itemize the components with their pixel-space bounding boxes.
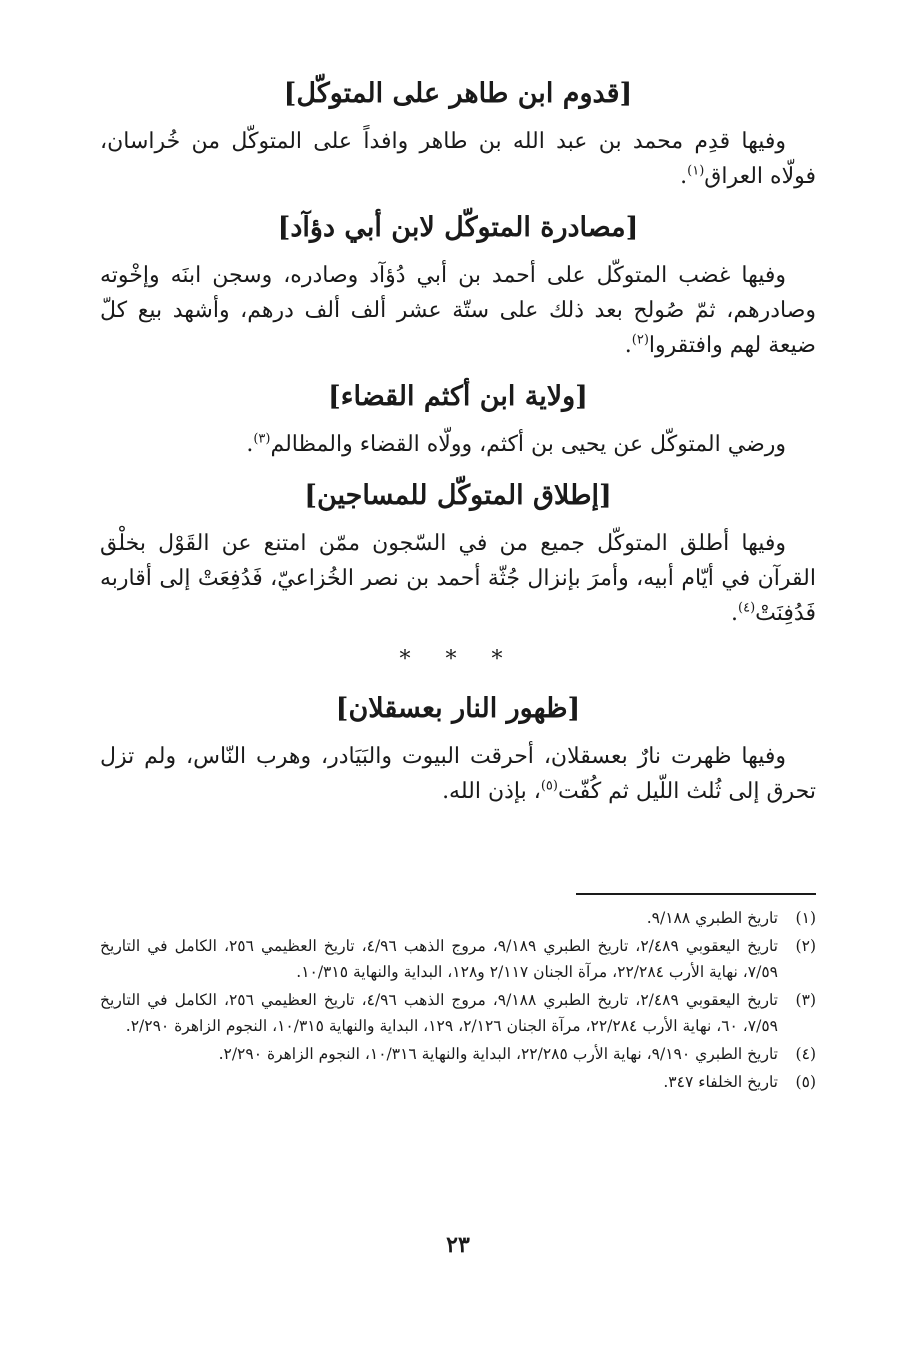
footnote-item — [100, 905, 816, 931]
footnote-divider — [576, 893, 816, 895]
section-heading: [قدوم ابن طاهر على المتوكّل] — [283, 78, 633, 109]
footnote-number: (٢) — [795, 937, 816, 955]
section-paragraph: ورضي المتوكّل عن يحيى بن أكثم، وولّاه القضاء والمظالم$^{(٣)}$. — [246, 431, 786, 457]
footnote-ref: (٢) — [631, 332, 649, 348]
footnote-text: تاريخ الطبري ٩/١٩٠، نهاية الأرب ٢٢/٢٨٥، البداية والنهاية ١٠/٣١٦، النجوم الزاهرة ٢/٢٩٠. — [218, 1045, 778, 1063]
footnote-item — [100, 1069, 816, 1095]
section-heading: [إطلاق المتوكّل للمساجين] — [304, 480, 612, 511]
section-heading: [ظهور النار بعسقلان] — [335, 693, 581, 724]
footnote-text: تاريخ الطبري ٩/١٨٨. — [646, 909, 778, 927]
section-release-prisoners — [100, 476, 816, 631]
footnote-item — [100, 987, 816, 1039]
footnote-ref: (٥) — [540, 778, 558, 794]
section-arrival-ibn-tahir — [100, 74, 816, 194]
footnote-text: تاريخ الخلفاء ٣٤٧. — [663, 1073, 778, 1091]
footnote-number: (٣) — [795, 991, 816, 1009]
section-paragraph: وفيها قدِم محمد بن عبد الله بن طاهر وافداً على المتوكّل من خُراسان، فولّاه العراق$^{(١)}$. — [100, 129, 816, 189]
footnote-ref: (٤) — [738, 600, 756, 616]
page-number: ٢٣ — [446, 1232, 470, 1258]
section-separator: * * * — [399, 647, 517, 672]
footnote-text: تاريخ اليعقوبي ٢/٤٨٩، تاريخ الطبري ٩/١٨٨، مروج الذهب ٤/٩٦، تاريخ العظيمي ٢٥٦، الكامل في التاريخ ٧/٥٩، ٦٠، نهاية الأرب ٢٢/٢٨٤، مرآة الجنان ٢/١٢٦، ١٢٩، البداية والنهاية ١٠/٣١٥، النجوم الزاهرة ٢/٢٩٠. — [100, 991, 778, 1035]
footnote-ref: (٣) — [253, 431, 271, 447]
section-paragraph: وفيها ظهرت نارٌ بعسقلان، أحرقت البيوت والبَيَادر، وهرب النّاس، ولم تزل تحرق إلى ثُلث اللّيل ثم كُفّت$^{(٥)}$، بإذن الله. — [100, 744, 816, 804]
footnotes — [100, 905, 816, 1097]
footnote-item — [100, 933, 816, 985]
section-fire-ascalon — [100, 689, 816, 809]
section-confiscation-ibn-abi-duad — [100, 208, 816, 363]
footnote-number: (٥) — [795, 1073, 816, 1091]
footnote-text: تاريخ اليعقوبي ٢/٤٨٩، تاريخ الطبري ٩/١٨٩، مروج الذهب ٤/٩٦، تاريخ العظيمي ٢٥٦، الكامل في التاريخ ٧/٥٩، نهاية الأرب ٢٢/٢٨٤، مرآة الجنان ٢/١١٧ و١٢٨، البداية والنهاية ١٠/٣١٥. — [100, 937, 778, 981]
section-ibn-aktham-judiciary — [100, 377, 816, 462]
section-paragraph: وفيها غضب المتوكّل على أحمد بن أبي دُؤآد وصادره، وسجن ابنَه وإخْوته وصادرهم، ثمّ صُولح بعد ذلك على ستّة عشر ألف ألف درهم، وأشهد بيع كلّ ضيعة لهم وافتقروا$^{(٢)}$. — [100, 263, 816, 358]
section-heading: [ولاية ابن أكثم القضاء] — [328, 381, 588, 412]
main-text — [100, 74, 816, 823]
footnote-item — [100, 1041, 816, 1067]
footnote-number: (١) — [795, 909, 816, 927]
section-paragraph: وفيها أطلق المتوكّل جميع من في السّجون ممّن امتنع عن القَوْل بخلْق القرآن في أيّام أبيه، وأمرَ بإنزال جُثّة أحمد بن نصر الخُزاعيّ، فَدُفِعَتْ إلى أقاربه فَدُفِنَتْ$^{(٤)}$. — [100, 531, 816, 626]
footnote-number: (٤) — [795, 1045, 816, 1063]
footnote-ref: (١) — [687, 163, 705, 179]
section-heading: [مصادرة المتوكّل لابن أبي دؤآد] — [277, 212, 639, 243]
